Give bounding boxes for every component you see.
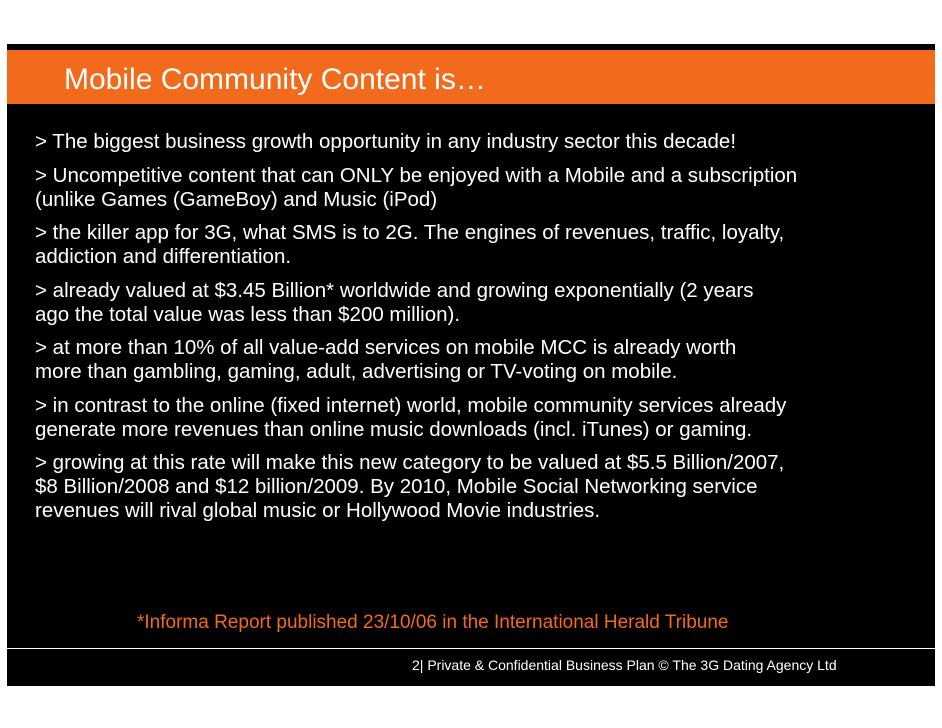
bullet-line: > at more than 10% of all value-add services on mobile MCC is already worth <box>35 336 737 359</box>
footer-text: 2| Private & Confidential Business Plan © The 3G Dating Agency Ltd <box>412 657 837 673</box>
title-bar <box>7 50 935 104</box>
slide <box>7 44 935 686</box>
bullet-line: > in contrast to the online (fixed internet) world, mobile community services already <box>35 393 787 417</box>
bullet-item <box>35 279 933 327</box>
bullet-item <box>35 336 933 384</box>
bullet-item <box>35 394 933 442</box>
bullet-item <box>35 130 933 154</box>
bullet-line: > Uncompetitive content that can ONLY be enjoyed with a Mobile and a subscription <box>35 163 798 187</box>
bullet-line: (unlike Games (GameBoy) and Music (iPod) <box>35 187 438 211</box>
bullet-line: ago the total value was less than $200 million). <box>35 302 461 326</box>
footnote: *Informa Report published 23/10/06 in the International Herald Tribune <box>137 612 729 633</box>
bullet-item <box>35 221 933 269</box>
bullet-line: revenues will rival global music or Hollywood Movie industries. <box>35 499 601 522</box>
bullet-line: > the killer app for 3G, what SMS is to 2G. The engines of revenues, traffic, loyalty, <box>35 221 785 244</box>
bullet-line: more than gambling, gaming, adult, advertising or TV-voting on mobile. <box>35 360 678 383</box>
bullet-line: > already valued at $3.45 Billion* worldwide and growing exponentially (2 years <box>35 278 754 302</box>
bullet-line: > growing at this rate will make this new category to be valued at $5.5 Billion/2007, <box>35 451 785 474</box>
bullet-item <box>35 164 933 212</box>
bullet-line: $8 Billion/2008 and $12 billion/2009. By 2010, Mobile Social Networking service <box>35 475 758 498</box>
bullet-line: > The biggest business growth opportunity in any industry sector this decade! <box>35 130 737 153</box>
bullet-list <box>35 130 933 533</box>
bullet-line: addiction and differentiation. <box>35 245 292 268</box>
bullet-line: generate more revenues than online music downloads (incl. iTunes) or gaming. <box>35 417 753 441</box>
bullet-item <box>35 451 933 523</box>
slide-title: Mobile Community Content is… <box>64 63 486 96</box>
footer-divider <box>7 648 935 649</box>
